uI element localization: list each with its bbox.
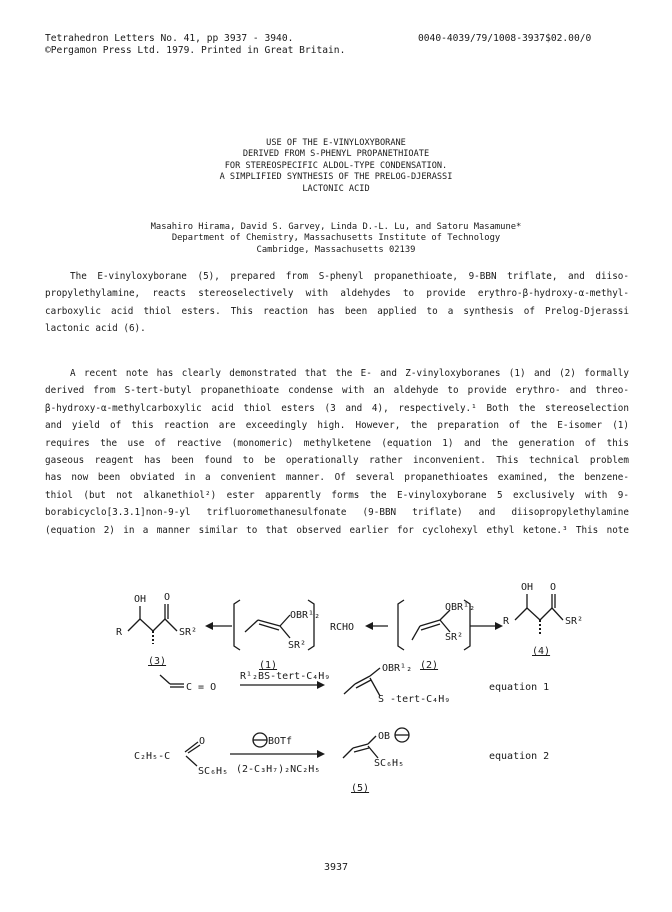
- author-block: [0, 222, 672, 256]
- title-line: A SIMPLIFIED SYNTHESIS OF THE PRELOG-DJERASSI: [219, 172, 453, 183]
- article-title: [0, 138, 672, 195]
- title-line: FOR STEREOSPECIFIC ALDOL-TYPE CONDENSATION.: [224, 160, 448, 171]
- r-label: R: [503, 616, 510, 627]
- base-label: (2-C₃H₇)₂NC₂H₅: [236, 764, 321, 775]
- ob-label: OB: [378, 731, 391, 742]
- sc6h5-label: SC₆H₅: [374, 758, 405, 769]
- affiliation-line: Department of Chemistry, Massachusetts Institute of Technology: [171, 233, 501, 244]
- oh-label: OH: [521, 582, 534, 593]
- sc6h5-label: SC₆H₅: [198, 766, 229, 777]
- abstract-line: carboxylic acid thiol esters. This reaction has been applied to a synthesis of Prelog-Djerassi: [45, 305, 629, 317]
- body-line: derived from S-tert-butyl propanethioate condense with an aldehyde to provide erythro- and threo-: [45, 385, 629, 397]
- title-line: DERIVED FROM S-PHENYL PROPANETHIOATE: [242, 149, 430, 160]
- compound-1-label: (1): [259, 660, 278, 671]
- compound-3-label: (3): [148, 656, 167, 667]
- body-line: has now been obviated in a convenient manner. Of several propanethioates examined, the benzene-: [45, 472, 629, 484]
- body-line: β-hydroxy-α-methylcarboxylic acid thiol esters (3 and 4), respectively.¹ Both the stereoselection: [45, 402, 629, 414]
- reaction-scheme: [0, 560, 672, 820]
- title-line: USE OF THE E-VINYLOXYBORANE: [266, 138, 406, 148]
- reagent-1-label: R¹₂BS-tert-C₄H₉: [240, 671, 331, 682]
- carbonyl-o-label: O: [164, 592, 171, 603]
- obr2-label: OBR¹₂: [290, 610, 321, 621]
- abstract-line: lactonic acid (6).: [45, 323, 146, 335]
- body-line: borabicyclo[3.3.1]non-9-yl trifluoromethanesulfonate (9-BBN triflate) and diisopropylethylamine: [45, 507, 629, 519]
- body-line: and yield of this reaction are exceedingly high. However, the preparation of the E-isomer (1): [45, 420, 629, 432]
- abstract-line: The E-vinyloxyborane (5), prepared from S-phenyl propanethioate, 9-BBN triflate, and diiso-: [70, 271, 629, 282]
- body-line: (equation 2) in a manner similar to that observed earlier for cyclohexyl ethyl ketone.³ This note: [45, 524, 629, 536]
- journal-citation: Tetrahedron Letters No. 41, pp 3937 - 3940.: [45, 33, 294, 44]
- sr2-label: SR²: [288, 640, 307, 651]
- carbonyl-o-label: O: [550, 582, 557, 593]
- sr2-label: SR²: [445, 632, 464, 643]
- obr2-label: OBR¹₂: [382, 663, 413, 674]
- title-line: LACTONIC ACID: [302, 183, 370, 194]
- s-tert-butyl-label: S -tert-C₄H₉: [378, 694, 451, 705]
- body-line: A recent note has clearly demonstrated that the E- and Z-vinyloxyboranes (1) and (2) formally: [70, 368, 629, 379]
- compound-2-label: (2): [420, 660, 439, 671]
- abstract-line: propylethylamine, reacts stereoselectively with aldehydes to provide erythro-β-hydroxy-α-methyl-: [45, 288, 629, 300]
- body-line: gaseous reagent has been found to be operationally rather inconvenient. This technical problem: [45, 455, 629, 467]
- author-list: Masahiro Hirama, David S. Garvey, Linda D.-L. Lu, and Satoru Masamune*: [150, 222, 522, 232]
- equation-1-label: equation 1: [489, 682, 550, 693]
- rcho-label: RCHO: [330, 622, 355, 633]
- body-line: requires the use of reactive (monomeric) methylketene (equation 1) and the generation of this: [45, 437, 629, 449]
- r-label: R: [116, 627, 123, 638]
- article-code: 0040-4039/79/1008-3937$02.00/0: [418, 33, 592, 44]
- equation-2-label: equation 2: [489, 751, 550, 762]
- ketene-label: C = O: [186, 682, 217, 693]
- ethyl-c-label: C₂H₅-C: [134, 751, 171, 762]
- compound-5-label: (5): [351, 783, 370, 794]
- thioester-o-label: O: [199, 736, 206, 747]
- bbn-triflate-label: BOTf: [268, 736, 293, 747]
- oh-label: OH: [134, 594, 147, 605]
- compound-4-label: (4): [532, 646, 551, 657]
- obr2-label: OBR¹₂: [445, 602, 476, 613]
- sr2-label: SR²: [179, 627, 198, 638]
- body-line: thiol (but not alkanethiol²) ester apparently forms the E-vinyloxyborane 5 exclusively with 9-: [45, 489, 629, 501]
- abstract: [45, 268, 629, 338]
- body-paragraph: [45, 365, 629, 539]
- publisher-line: ©Pergamon Press Ltd. 1979. Printed in Great Britain.: [45, 45, 346, 56]
- affiliation-line: Cambridge, Massachusetts 02139: [256, 244, 416, 255]
- page-number: 3937: [323, 862, 349, 873]
- sr2-label: SR²: [565, 616, 584, 627]
